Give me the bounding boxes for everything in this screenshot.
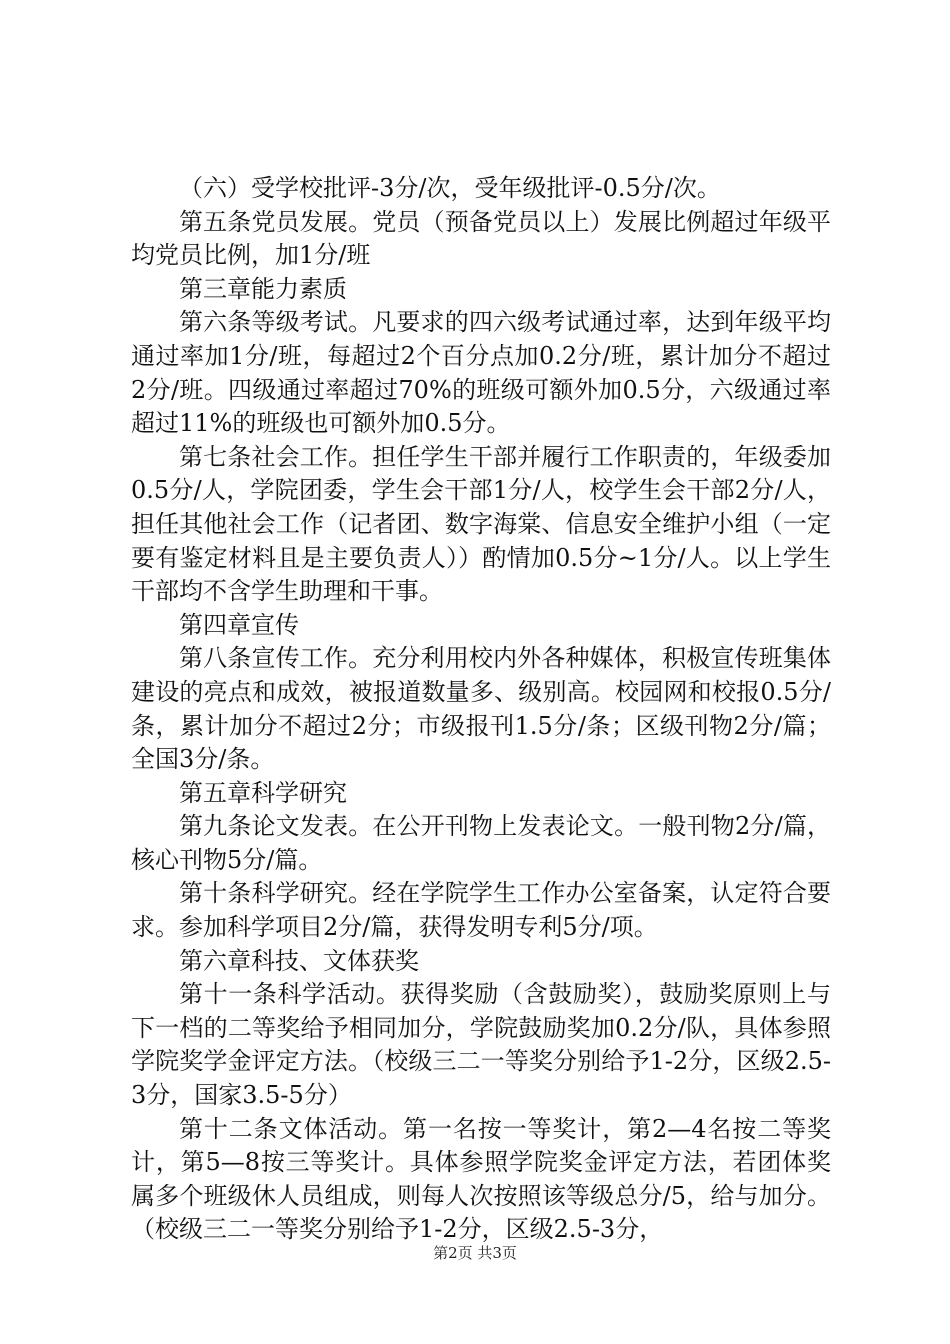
document-body [131, 172, 831, 1247]
chapter-5-heading: 第五章科学研究 [179, 778, 347, 807]
page-number-footer: 第2页 共3页 [433, 1244, 517, 1262]
paragraph-article-7: 第七条社会工作。担任学生干部并履行工作职责的，年级委加0.5分/人，学院团委，学生会干部1分/人，校学生会干部2分/人，担任其他社会工作（记者团、数字海棠、信息安全维护小组（一定要有鉴定材料且是主要负责人））酌情加0.5分~1分/人。以上学生干部均不含学生助理和干事。 [131, 442, 831, 606]
chapter-3-heading: 第三章能力素质 [179, 274, 347, 303]
paragraph-article-11: 第十一条科学活动。获得奖励（含鼓励奖），鼓励奖原则上与下一档的二等奖给予相同加分，学院鼓励奖加0.2分/队，具体参照学院奖学金评定方法。（校级三二一等奖分别给予1-2分，区级2.5-3分，国家3.5-5分） [131, 980, 831, 1110]
paragraph-article-5: 第五条党员发展。党员（预备党员以上）发展比例超过年级平均党员比例，加1分/班 [131, 207, 831, 270]
paragraph-article-6: 第六条等级考试。凡要求的四六级考试通过率，达到年级平均通过率加1分/班，每超过2个百分点加0.2分/班，累计加分不超过2分/班。四级通过率超过70%的班级可额外加0.5分，六级通过率超过11%的班级也可额外加0.5分。 [131, 308, 831, 438]
paragraph-criticism: （六）受学校批评-3分/次，受年级批评-0.5分/次。 [179, 174, 721, 202]
paragraph-article-9: 第九条论文发表。在公开刊物上发表论文。一般刊物2分/篇，核心刊物5分/篇。 [131, 812, 831, 874]
paragraph-article-8: 第八条宣传工作。充分利用校内外各种媒体，积极宣传班集体建设的亮点和成效，被报道数量多、级别高。校园网和校报0.5分/条，累计加分不超过2分；市级报刊1.5分/条；区级刊物2分/篇；全国3分/条。 [131, 644, 831, 774]
paragraph-article-10: 第十条科学研究。经在学院学生工作办公室备案，认定符合要求。参加科学项目2分/篇，获得发明专利5分/项。 [131, 879, 831, 942]
paragraph-article-12: 第十二条文体活动。第一名按一等奖计，第2—4名按二等奖计，第5—8按三等奖计。具体参照学院奖金评定方法，若团体奖属多个班级休人员组成，则每人次按照该等级总分/5，给与加分。（校级三二一等奖分别给予1-2分，区级2.5-3分， [131, 1114, 831, 1244]
chapter-4-heading: 第四章宣传 [179, 610, 299, 639]
chapter-6-heading: 第六章科技、文体获奖 [179, 946, 419, 975]
